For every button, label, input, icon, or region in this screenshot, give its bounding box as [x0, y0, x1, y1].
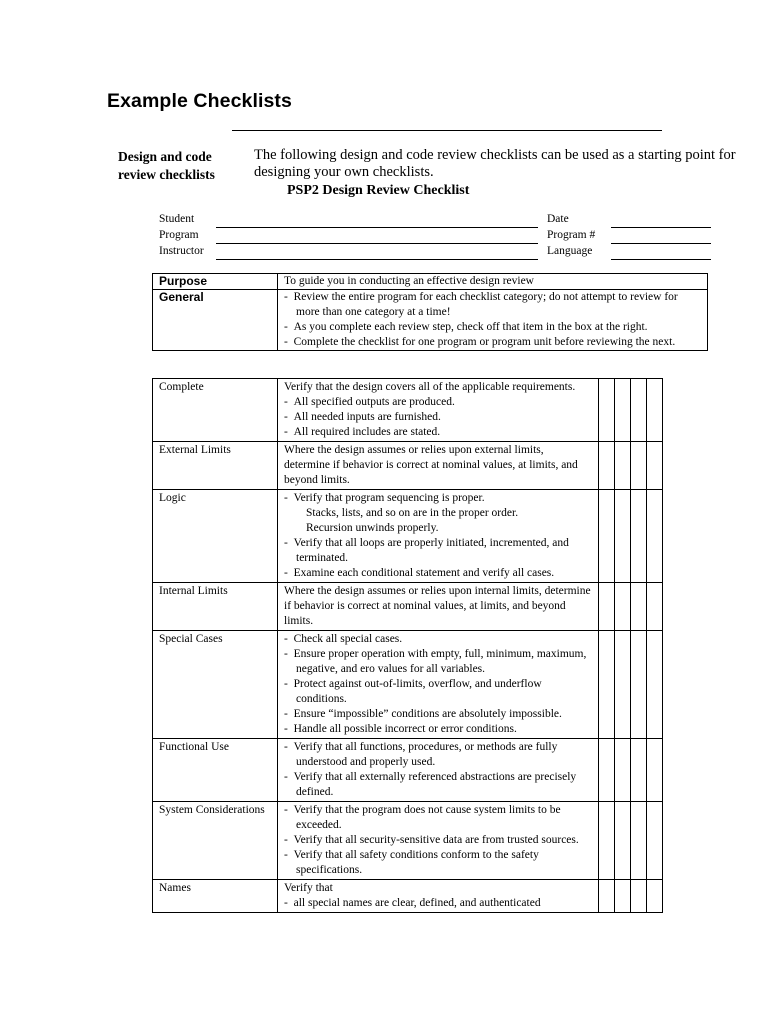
description-subitem: Recursion unwinds properly.: [306, 522, 439, 534]
description-item: - Verify that program sequencing is proper.: [284, 491, 592, 506]
description-subitem: Stacks, lists, and so on are in the proper order.: [306, 507, 519, 519]
description-item: - Verify that all safety conditions conform to the safety specifications.: [284, 848, 592, 878]
description-item: - Verify that all externally referenced abstractions are precisely defined.: [284, 770, 592, 800]
language-label: Language: [547, 245, 593, 257]
description-item: - Ensure proper operation with empty, full, minimum, maximum, negative, and ero values for all variables.: [284, 647, 592, 677]
category-description: [278, 583, 599, 631]
check-box[interactable]: [599, 739, 615, 802]
general-label: General: [153, 290, 278, 351]
check-box[interactable]: [631, 379, 647, 442]
program-number-field[interactable]: [611, 243, 711, 244]
description-item: - Handle all possible incorrect or error conditions.: [284, 722, 592, 737]
description-item: - All specified outputs are produced.: [284, 395, 592, 410]
checklist-row-names: [153, 880, 663, 913]
program-field[interactable]: [216, 243, 538, 244]
check-box[interactable]: [615, 442, 631, 490]
purpose-label: Purpose: [153, 274, 278, 290]
description-text: Where the design assumes or relies upon external limits, determine if behavior is correct at nominal values, at limits, and beyond limits.: [284, 444, 578, 486]
description-item: - All needed inputs are furnished.: [284, 410, 592, 425]
checklist-row-complete: [153, 379, 663, 442]
checklist-row-external-limits: [153, 442, 663, 490]
instructor-field[interactable]: [216, 259, 538, 260]
description-item: - Verify that all security-sensitive data are from trusted sources.: [284, 833, 592, 848]
check-box[interactable]: [615, 802, 631, 880]
check-box[interactable]: [599, 442, 615, 490]
instructor-label: Instructor: [159, 245, 204, 257]
general-item: - Review the entire program for each checklist category; do not attempt to review for more than one category at a time!: [284, 290, 701, 320]
check-box[interactable]: [615, 631, 631, 739]
check-box[interactable]: [599, 631, 615, 739]
check-box[interactable]: [647, 802, 663, 880]
check-box[interactable]: [599, 880, 615, 913]
page-title: Example Checklists: [107, 90, 292, 112]
check-box[interactable]: [615, 490, 631, 583]
category-label: Internal Limits: [153, 583, 278, 631]
category-label: External Limits: [153, 442, 278, 490]
description-item: - Check all special cases.: [284, 632, 592, 647]
general-text: [278, 290, 708, 351]
check-box[interactable]: [615, 379, 631, 442]
check-box[interactable]: [647, 880, 663, 913]
check-box[interactable]: [631, 583, 647, 631]
student-field[interactable]: [216, 227, 538, 228]
checklist-row-system-considerations: [153, 802, 663, 880]
check-box[interactable]: [631, 442, 647, 490]
check-box[interactable]: [647, 583, 663, 631]
category-description: [278, 739, 599, 802]
check-box[interactable]: [615, 880, 631, 913]
category-description: [278, 880, 599, 913]
category-label: Complete: [153, 379, 278, 442]
check-box[interactable]: [599, 379, 615, 442]
description-text: Verify that: [284, 882, 333, 894]
checklist-row-special-cases: [153, 631, 663, 739]
description-item: - all special names are clear, defined, and authenticated: [284, 896, 592, 911]
purpose-row: [153, 274, 708, 290]
title-divider: [232, 130, 662, 131]
date-label: Date: [547, 213, 569, 225]
checklist-title: PSP2 Design Review Checklist: [287, 183, 470, 198]
check-box[interactable]: [599, 802, 615, 880]
category-label: System Considerations: [153, 802, 278, 880]
check-box[interactable]: [631, 490, 647, 583]
category-description: [278, 442, 599, 490]
date-field[interactable]: [611, 227, 711, 228]
program-label: Program: [159, 229, 199, 241]
review-checklist-table: [152, 378, 663, 913]
description-item: - Verify that the program does not cause system limits to be exceeded.: [284, 803, 592, 833]
check-box[interactable]: [647, 631, 663, 739]
category-label: Names: [153, 880, 278, 913]
check-box[interactable]: [615, 583, 631, 631]
side-label: Design and code review checklists: [118, 149, 215, 182]
description-text: Verify that the design covers all of the applicable requirements.: [284, 381, 576, 393]
check-box[interactable]: [647, 442, 663, 490]
purpose-text: To guide you in conducting an effective design review: [278, 274, 708, 290]
check-box[interactable]: [599, 490, 615, 583]
general-item: - As you complete each review step, check off that item in the box at the right.: [284, 320, 701, 335]
category-label: Functional Use: [153, 739, 278, 802]
checklist-row-internal-limits: [153, 583, 663, 631]
category-description: [278, 379, 599, 442]
description-text: Where the design assumes or relies upon internal limits, determine if behavior is correct at nominal values, at limits, and beyond limits.: [284, 585, 591, 627]
check-box[interactable]: [647, 739, 663, 802]
language-field[interactable]: [611, 259, 711, 260]
student-label: Student: [159, 213, 195, 225]
general-item: - Complete the checklist for one program or program unit before reviewing the next.: [284, 335, 701, 350]
description-item: - Ensure “impossible” conditions are absolutely impossible.: [284, 707, 592, 722]
check-box[interactable]: [647, 379, 663, 442]
program-number-label: Program #: [547, 229, 596, 241]
check-box[interactable]: [615, 739, 631, 802]
category-label: Logic: [153, 490, 278, 583]
purpose-table: [152, 273, 708, 351]
description-item: - Examine each conditional statement and verify all cases.: [284, 566, 592, 581]
checklist-row-logic: [153, 490, 663, 583]
check-box[interactable]: [599, 583, 615, 631]
check-box[interactable]: [631, 880, 647, 913]
category-description: [278, 802, 599, 880]
description-item: - Verify that all functions, procedures, or methods are fully understood and properly used.: [284, 740, 592, 770]
general-row: [153, 290, 708, 351]
category-description: [278, 490, 599, 583]
intro-paragraph: The following design and code review checklists can be used as a starting point for designing your own checklists.: [254, 147, 736, 180]
check-box[interactable]: [631, 631, 647, 739]
check-box[interactable]: [631, 802, 647, 880]
check-box[interactable]: [631, 739, 647, 802]
description-item: - Verify that all loops are properly initiated, incremented, and terminated.: [284, 536, 592, 566]
description-item: - All required includes are stated.: [284, 425, 592, 440]
checklist-row-functional-use: [153, 739, 663, 802]
description-item: - Protect against out-of-limits, overflow, and underflow conditions.: [284, 677, 592, 707]
check-box[interactable]: [647, 490, 663, 583]
category-label: Special Cases: [153, 631, 278, 739]
category-description: [278, 631, 599, 739]
